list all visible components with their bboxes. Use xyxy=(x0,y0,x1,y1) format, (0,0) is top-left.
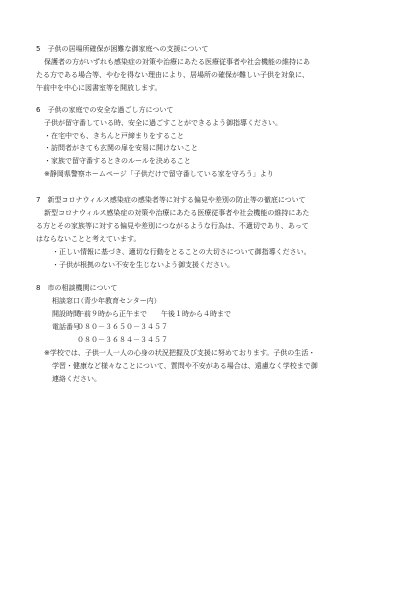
section-7-bullet: ・子供が根拠のない不安を生じないよう御支援ください。 xyxy=(52,261,234,269)
section-7-text-line: はならないことと考えています。 xyxy=(36,235,141,243)
phone-number: ０８０－３６８４－３４５７ xyxy=(77,336,168,344)
phone-number: ０８０－３６５０－３４５７ xyxy=(77,323,168,331)
section-6-bullet: ・訪問者がきても玄関の扉を安易に開けないこと xyxy=(44,144,198,152)
school-note-line: 学習・健康など様々なことについて、質問や不安がある場合は、遠慮なく学校まで御 xyxy=(52,362,318,370)
section-6-heading: 6 子供の家庭での安全な過ごし方について xyxy=(36,106,174,114)
consultation-value: （青少年教育センター内） xyxy=(77,297,161,305)
section-7-bullet: ・正しい情報に基づき、適切な行動をとることの大切さについて御指導ください。 xyxy=(52,248,311,256)
section-7-heading: 7 新型コロナウィルス感染症の感染者等に対する偏見や差別の防止等の徹底について xyxy=(36,196,306,204)
school-note-line: 連絡ください。 xyxy=(52,375,101,383)
section-5-heading: 5 子供の居場所確保が困難な御家庭への支援について xyxy=(36,45,209,53)
section-6-source-note: ※静岡県警察ホームページ「子供だけで留守番している家を守ろう」より xyxy=(44,170,274,178)
section-5-text-line: 午前中を中心に図書室等を開放します。 xyxy=(36,84,162,92)
school-note-line: ※学校では、子供一人一人の心身の状況把握及び支援に努めております。子供の生活・ xyxy=(44,349,316,357)
opening-hours-value: 午前９時から正午まで 午後１時から４時まで xyxy=(77,310,231,318)
section-5-text-line: 保護者の方がいずれも感染症の対策や治療にあたる医療従事者や社会機能の維持にあ xyxy=(44,58,310,66)
section-7-text-line: る方とその家族等に対する偏見や差別につながるような行為は、不適切であり、あって xyxy=(36,222,309,230)
section-6-text-line: 子供が留守番している時、安全に過ごすことができるよう御指導ください。 xyxy=(44,119,282,127)
opening-hours-label: 開設時間 xyxy=(52,310,80,318)
section-6-bullet: ・家族で留守番するときのルールを決めること xyxy=(44,157,191,165)
consultation-label: 相談窓口 xyxy=(52,297,80,305)
section-7-text-line: 新型コロナウィルス感染症の対策や治療にあたる医療従事者や社会機能の維持にあた xyxy=(44,209,310,217)
section-5-text-line: たる方である場合等、やむを得ない理由により、居場所の確保が難しい子供を対象に、 xyxy=(36,71,309,79)
phone-label: 電話番号 xyxy=(52,323,80,331)
section-6-bullet: ・在宅中でも、きちんと戸締まりをすること xyxy=(44,132,184,140)
section-8-heading: 8 市の相談機関について xyxy=(36,284,118,292)
